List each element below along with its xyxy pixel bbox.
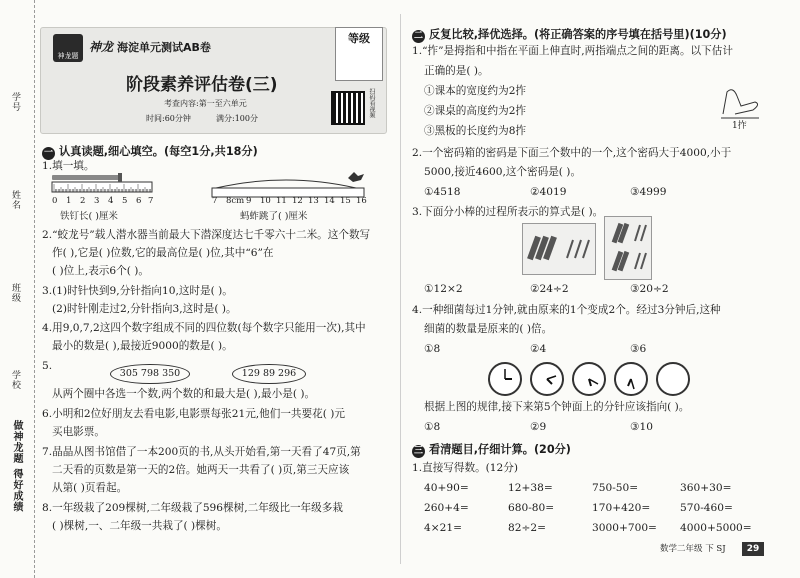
q8-line2: ( )棵树,一、二年级一共栽了( )棵树。 [52, 520, 227, 532]
exam-scope: 考查内容:第一至六单元 [164, 99, 247, 108]
s2q5-option-1: ①8 [424, 421, 441, 433]
grasshopper-icon [348, 172, 364, 182]
calc-item: 3000+700= [592, 522, 657, 534]
calc-item: 570-460= [680, 502, 733, 514]
binding-label-name: 姓名 [10, 190, 20, 210]
q3-line1: 3.(1)时针快到9,分针指向10,这时是( )。 [42, 285, 233, 297]
calc-item: 4×21= [424, 522, 462, 534]
binding-label-school: 学校 [10, 370, 20, 390]
section1-number: 一 [43, 148, 53, 158]
s2q1-line2: 正确的是( )。 [424, 65, 489, 77]
binding-label-class: 班级 [10, 283, 20, 303]
q7-line3: 从第( )页看起。 [52, 482, 128, 494]
s2q3-option-1: ①12×2 [424, 283, 463, 295]
s2q1-option-2: ②课桌的高度约为2拃 [424, 105, 527, 117]
ruler2-tick: 13 [308, 196, 319, 206]
s2q3-option-3: ③20÷2 [630, 283, 669, 295]
page-title: 阶段素养评估卷(三) [126, 75, 278, 95]
hand-span-label: 1拃 [732, 121, 747, 131]
hand-span-figure [715, 82, 765, 122]
ruler2-tick: 7 [212, 196, 218, 206]
logo-badge [53, 34, 83, 62]
s2q2-option-2: ②4019 [530, 186, 567, 198]
section2-title-text: 反复比较,择优选择。(将正确答案的序号填在括号里)(10分) [429, 28, 727, 41]
q7-line1: 7.晶晶从图书馆借了一本200页的书,从头开始看,第一天看了47页,第 [42, 446, 361, 458]
footer-text: 数学二年级 下 SJ [660, 544, 726, 554]
binding-slogan: 做神龙题 得好成绩 [11, 420, 22, 513]
s2q5-option-3: ③10 [630, 421, 653, 433]
q3-line2: (2)时针刚走过2,分针指向3,这时是( )。 [52, 303, 237, 315]
calc-item: 680-80= [508, 502, 555, 514]
series-prefix: 神龙 [89, 40, 114, 54]
ruler2-tick: 10 [260, 196, 271, 206]
ruler2-tick: 11 [276, 196, 287, 206]
grade-blank [335, 50, 383, 81]
q2-line2: 作( ),它是( )位数,它的最高位是( )位,其中“6”在 [52, 247, 274, 259]
oval1-numbers: 305 798 350 [119, 368, 181, 379]
qr-code[interactable] [331, 91, 365, 125]
exam-time: 时间:60分钟 [146, 114, 191, 123]
ruler2-tick: 16 [356, 196, 367, 206]
calc-item: 82÷2= [508, 522, 546, 534]
s2q2-option-1: ①4518 [424, 186, 461, 198]
section1-title [42, 143, 258, 160]
calc-item: 260+4= [424, 502, 469, 514]
clock-face-2 [530, 362, 564, 396]
page-divider [400, 14, 401, 564]
ruler1-tick: 6 [136, 196, 142, 206]
grade-label: 等级 [348, 32, 370, 45]
ruler1-tick: 3 [94, 196, 100, 206]
ruler2-tick: 9 [246, 196, 252, 206]
section3-sub: 1.直接写得数。(12分) [412, 462, 519, 474]
clock-face-1 [488, 362, 522, 396]
exam-score: 满分:100分 [216, 114, 258, 123]
s2q4-option-3: ③6 [630, 343, 647, 355]
s2q2-line1: 2.一个密码箱的密码是下面三个数中的一个,这个密码大于4000,小于 [412, 147, 732, 159]
exam-header [40, 27, 387, 134]
ruler2-tick: 15 [340, 196, 351, 206]
q6-line2: 买电影票。 [52, 426, 105, 438]
s2q1-option-3: ③黑板的长度约为8拃 [424, 125, 527, 137]
q2-line3: ( )位上,表示6个( )。 [52, 265, 149, 277]
s2q3-option-2: ②24÷2 [530, 283, 569, 295]
number-oval-2 [232, 364, 306, 384]
page-number-text: 29 [746, 544, 760, 554]
ruler2-tick: 8cm [226, 196, 245, 206]
s2q3-line: 3.下面分小棒的过程所表示的算式是( )。 [412, 206, 604, 218]
ruler1-tick: 5 [122, 196, 128, 206]
ruler1-tick: 4 [108, 196, 114, 206]
s2q1-line1: 1.“拃”是拇指和中指在平面上伸直时,两指端点之间的距离。以下估计 [412, 45, 733, 57]
ruler1-tick: 7 [148, 196, 154, 206]
q4-line1: 4.用9,0,7,2这四个数字组成不同的四位数(每个数字只能用一次),其中 [42, 322, 366, 334]
section3-number: 三 [413, 446, 423, 456]
ruler1-caption: 铁钉长( )厘米 [60, 211, 118, 222]
ruler1-tick: 1 [66, 196, 72, 206]
ruler2-caption: 蚂蚱跳了( )厘米 [240, 211, 308, 222]
calc-item: 360+30= [680, 482, 732, 494]
grade-box [335, 27, 383, 51]
s2q5-line: 根据上图的规律,接下来第5个钟面上的分针应该指向( )。 [424, 401, 690, 413]
binding-label-student-id: 学号 [10, 92, 20, 112]
calc-item: 750-50= [592, 482, 639, 494]
q1-text: 1.填一填。 [42, 160, 95, 172]
q6-line1: 6.小明和2位好朋友去看电影,电影票每张21元,他们一共要花( )元 [42, 408, 345, 420]
calc-item: 12+38= [508, 482, 553, 494]
q5-text: 从两个圈中各选一个数,两个数的和最大是( ),最小是( )。 [52, 388, 316, 400]
section1-title-text: 认真读题,细心填空。(每空1分,共18分) [59, 145, 258, 158]
calc-item: 4000+5000= [680, 522, 752, 534]
s2q4-option-1: ①8 [424, 343, 441, 355]
sticks-figure-1 [522, 223, 596, 275]
oval2-numbers: 129 89 296 [241, 368, 297, 379]
q4-line2: 最小的数是( ),最接近9000的数是( )。 [52, 340, 233, 352]
calc-item: 40+90= [424, 482, 469, 494]
ruler1-tick: 2 [80, 196, 86, 206]
ruler-nail-figure [48, 172, 158, 210]
calc-item: 170+420= [592, 502, 651, 514]
s2q4-option-2: ②4 [530, 343, 547, 355]
ruler2-tick: 12 [292, 196, 303, 206]
q7-line2: 二天看的页数是第一天的2倍。她两天一共看了( )页,第三天应该 [52, 464, 350, 476]
series-name: 海淀单元测试AB卷 [117, 41, 211, 54]
nail-shape [52, 175, 122, 180]
s2q1-option-1: ①课本的宽度约为2拃 [424, 85, 527, 97]
page-number [742, 542, 764, 556]
sticks-figure-2 [604, 216, 652, 280]
qr-label: 扫码看视频 [368, 88, 375, 118]
s2q2-option-3: ③4999 [630, 186, 667, 198]
logo-text: 神龙题 [57, 52, 79, 60]
s2q5-option-2: ②9 [530, 421, 547, 433]
q8-line1: 8.一年级栽了209棵树,二年级栽了596棵树,二年级比一年级多栽 [42, 502, 343, 514]
clock-face-3 [572, 362, 606, 396]
q5-label: 5. [42, 360, 53, 372]
s2q4-line2: 细菌的数量是原来的( )倍。 [424, 323, 553, 335]
section3-title-text: 看清题目,仔细计算。(20分) [429, 443, 571, 456]
clock-face-5 [656, 362, 690, 396]
s2q4-line1: 4.一种细菌每过1分钟,就由原来的1个变成2个。经过3分钟后,这种 [412, 304, 721, 316]
section3-title [412, 441, 571, 458]
section2-title [412, 26, 727, 43]
s2q2-line2: 5000,接近4600,这个密码是( )。 [424, 166, 582, 178]
clock-face-4 [614, 362, 648, 396]
ruler1-tick: 0 [52, 196, 58, 206]
ruler2-tick: 14 [324, 196, 335, 206]
binding-strip [0, 0, 35, 578]
q2-line1: 2.“蛟龙号”载人潜水器当前最大下潜深度达七千零六十二米。这个数写 [42, 229, 371, 241]
number-oval-1 [110, 364, 190, 384]
section2-number: 二 [413, 31, 423, 41]
